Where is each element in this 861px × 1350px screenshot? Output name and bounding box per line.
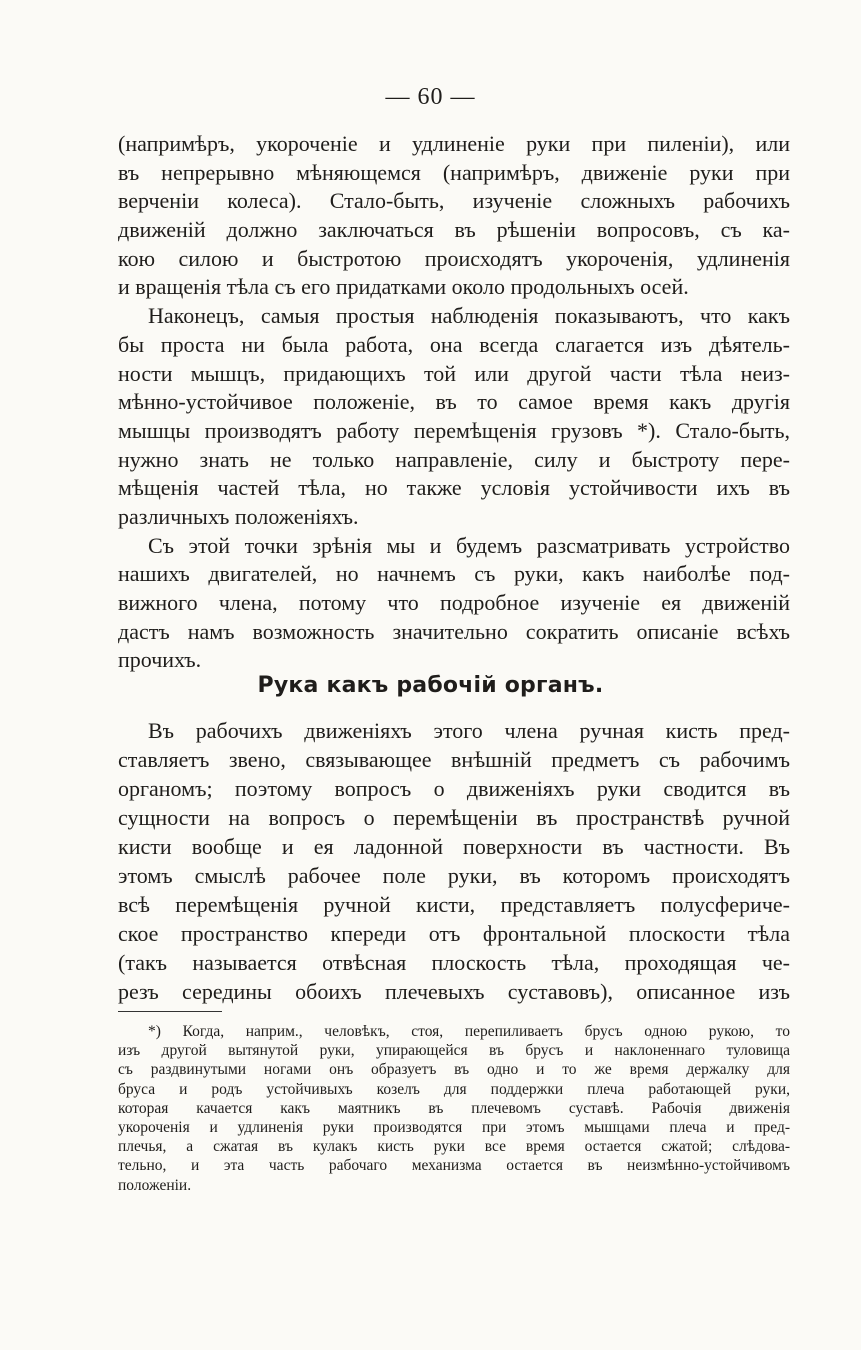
page-number: — 60 — xyxy=(385,84,476,110)
text-line: ности мышцъ, придающихъ той или другой части тѣла неиз- xyxy=(118,360,790,386)
text-line: движеній должно заключаться въ рѣшеніи вопросовъ, съ ка- xyxy=(118,217,790,243)
footnote xyxy=(118,1022,790,1195)
footnote-line: съ раздвинутыми ногами онъ образуетъ въ одно и то же время держалку для xyxy=(118,1061,790,1079)
footnote-line: которая качается какъ маятникъ въ плечевомъ суставѣ. Рабочія движенія xyxy=(118,1099,790,1117)
footnote-line: укороченія и удлиненія руки производятся при этомъ мышцами плеча и пред- xyxy=(118,1118,790,1136)
text-line: этомъ смыслѣ рабочее поле руки, въ которомъ происходятъ xyxy=(118,863,790,888)
footnote-line: *) Когда, наприм., человѣкъ, стоя, перепиливаетъ брусъ одною рукою, то xyxy=(148,1023,790,1040)
text-line: нашихъ двигателей, но начнемъ съ руки, какъ наиболѣе под- xyxy=(118,561,790,587)
text-line: мѣнно-устойчивое положеніе, въ то самое время какъ другія xyxy=(118,389,790,415)
text-line: ское пространство кпереди отъ фронтальной плоскости тѣла xyxy=(118,921,790,946)
text-line: въ непрерывно мѣняющемся (напримѣръ, движеніе руки при xyxy=(118,159,790,185)
text-line: (напримѣръ, укороченіе и удлиненіе руки при пиленіи), или xyxy=(118,131,790,156)
footnote-divider xyxy=(118,1011,222,1012)
text-line: мѣщенія частей тѣла, но также условія устойчивости ихъ въ xyxy=(118,475,790,501)
footnote-line: плечья, а сжатая въ кулакъ кисть руки все время остается сжатой; слѣдова- xyxy=(118,1138,790,1156)
text-line: нужно знать не только направленіе, силу и быстроту пере- xyxy=(118,446,790,472)
text-line: дастъ намъ возможность значительно сократить описаніе всѣхъ xyxy=(118,618,790,644)
text-line: резъ середины обоихъ плечевыхъ суставовъ), описанное изъ xyxy=(118,979,790,1004)
text-line: Съ этой точки зрѣнія мы и будемъ разсматривать устройство xyxy=(148,532,790,558)
footnote-line: тельно, и эта часть рабочаго механизма остается въ неизмѣнно-устойчивомъ xyxy=(118,1157,790,1175)
section-heading: Рука какъ рабочій органъ. xyxy=(257,673,604,698)
body-text-section-2 xyxy=(118,716,790,1006)
text-line: вижного члена, потому что подробное изученіе ея движеній xyxy=(118,590,790,615)
text-line: мышцы производятъ работу перемѣщенія грузовъ *). Стало-быть, xyxy=(118,417,790,443)
text-line: Наконецъ, самыя простыя наблюденія показываютъ, что какъ xyxy=(148,303,790,329)
text-line: ставляетъ звено, связывающее внѣшній предметъ съ рабочимъ xyxy=(118,747,790,772)
text-line: различныхъ положеніяхъ. xyxy=(118,503,359,529)
text-line: Въ рабочихъ движеніяхъ этого члена ручная кисть пред- xyxy=(148,718,790,743)
text-line: кисти вообще и ея ладонной поверхности въ частности. Въ xyxy=(118,834,790,859)
text-line: кою силою и быстротою происходятъ укороченія, удлиненія xyxy=(118,245,790,271)
text-line: бы проста ни была работа, она всегда слагается изъ дѣятель- xyxy=(118,331,790,357)
text-line: органомъ; поэтому вопросъ о движеніяхъ руки сводится въ xyxy=(118,776,790,801)
text-line: прочихъ. xyxy=(118,647,202,673)
footnote-line: изъ другой вытянутой руки, упирающейся въ брусъ и наклоненнаго туловища xyxy=(118,1042,790,1060)
text-line: (такъ называется отвѣсная плоскость тѣла, проходящая че- xyxy=(118,950,790,975)
body-text-section-1 xyxy=(118,130,790,675)
text-line: и вращенія тѣла съ его придатками около продольныхъ осей. xyxy=(118,274,689,300)
text-line: сущности на вопросъ о перемѣщеніи въ пространствѣ ручной xyxy=(118,805,790,830)
text-line: верченіи колеса). Стало-быть, изученіе сложныхъ рабочихъ xyxy=(118,188,790,214)
footnote-line: бруса и родъ устойчивыхъ козелъ для поддержки плеча работающей руки, xyxy=(118,1080,790,1098)
footnote-line: положеніи. xyxy=(118,1176,192,1194)
text-line: всѣ перемѣщенія ручной кисти, представляетъ полусфериче- xyxy=(118,892,790,917)
